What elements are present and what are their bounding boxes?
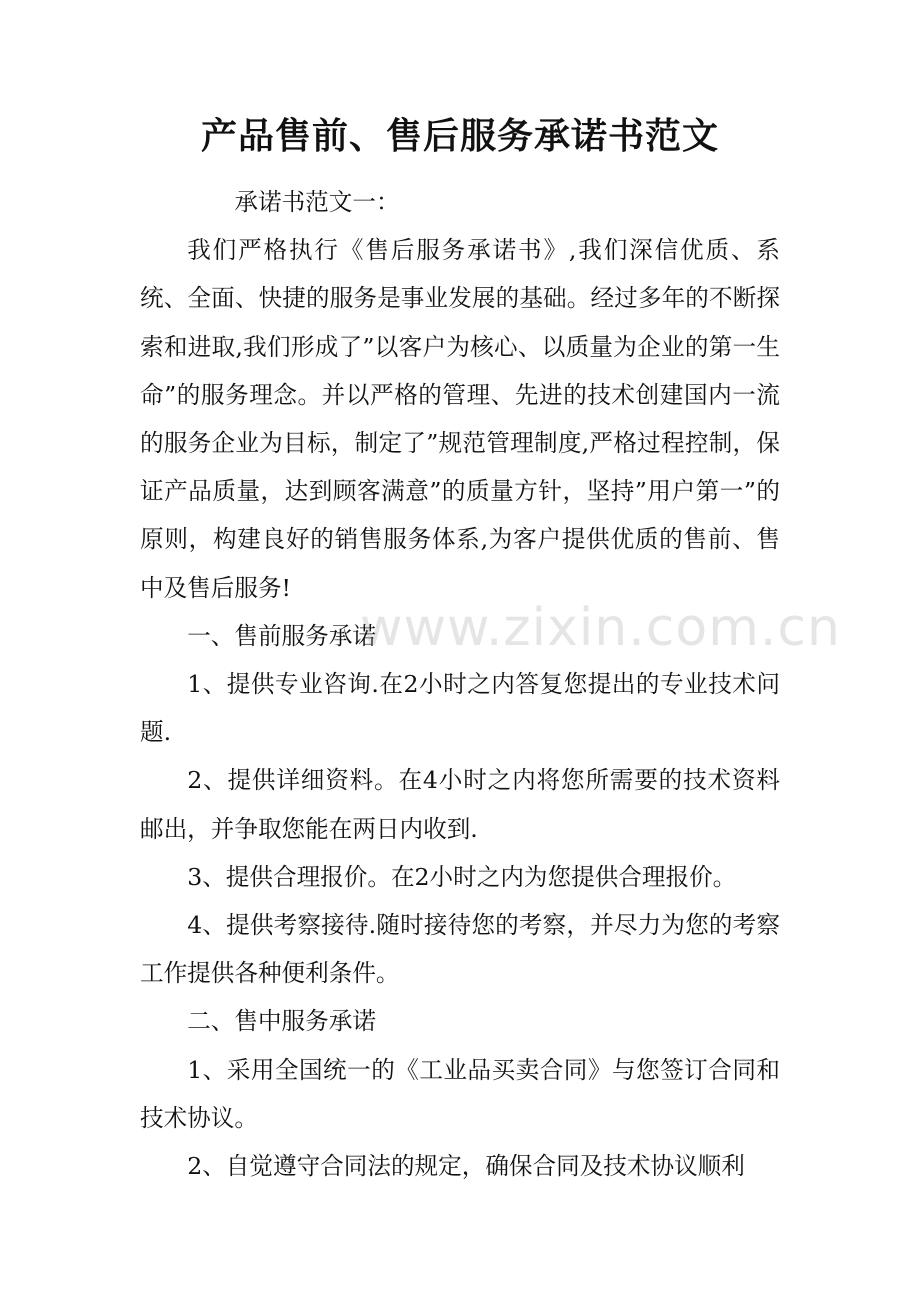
section-heading-presale: 一、售前服务承诺: [187, 621, 376, 650]
presale-item-2: 2、提供详细资料。在4小时之内将您所需要的技术资料邮出，并争取您能在两日内收到.: [140, 766, 780, 843]
presale-item-1: 1、提供专业咨询.在2小时之内答复您提出的专业技术问题.: [140, 670, 780, 747]
watermark-text: www.zixin.com.cn: [360, 598, 841, 658]
intro-paragraph: 我们严格执行《售后服务承诺书》,我们深信优质、系统、全面、快捷的服务是事业发展的基础。经过多年的不断探索和进取,我们形成了”以客户为核心、以质量为企业的第一生命”的服务理念。并以严格的管理、先进的技术创建国内一流的服务企业为目标，制定了”规范管理制度,严格过程控制，保证产品质量，达到顾客满意”的质量方针，坚持”用户第一”的原则，构建良好的销售服务体系,为客户提供优质的售前、售中及售后服务!: [140, 236, 780, 602]
document-body: [140, 178, 780, 1190]
insale-item-1: 1、采用全国统一的《工业品买卖合同》与您签订合同和技术协议。: [140, 1055, 780, 1132]
presale-item-4: 4、提供考察接待.随时接待您的考察，并尽力为您的考察工作提供各种便利条件。: [140, 911, 780, 988]
section-subtitle: 承诺书范文一：: [234, 188, 400, 216]
presale-item-3: 3、提供合理报价。在2小时之内为您提供合理报价。: [187, 862, 737, 891]
document-title: 产品售前、售后服务承诺书范文: [200, 115, 719, 157]
section-heading-insale: 二、售中服务承诺: [187, 1007, 376, 1036]
insale-item-2: 2、自觉遵守合同法的规定，确保合同及技术协议顺利: [187, 1152, 745, 1181]
